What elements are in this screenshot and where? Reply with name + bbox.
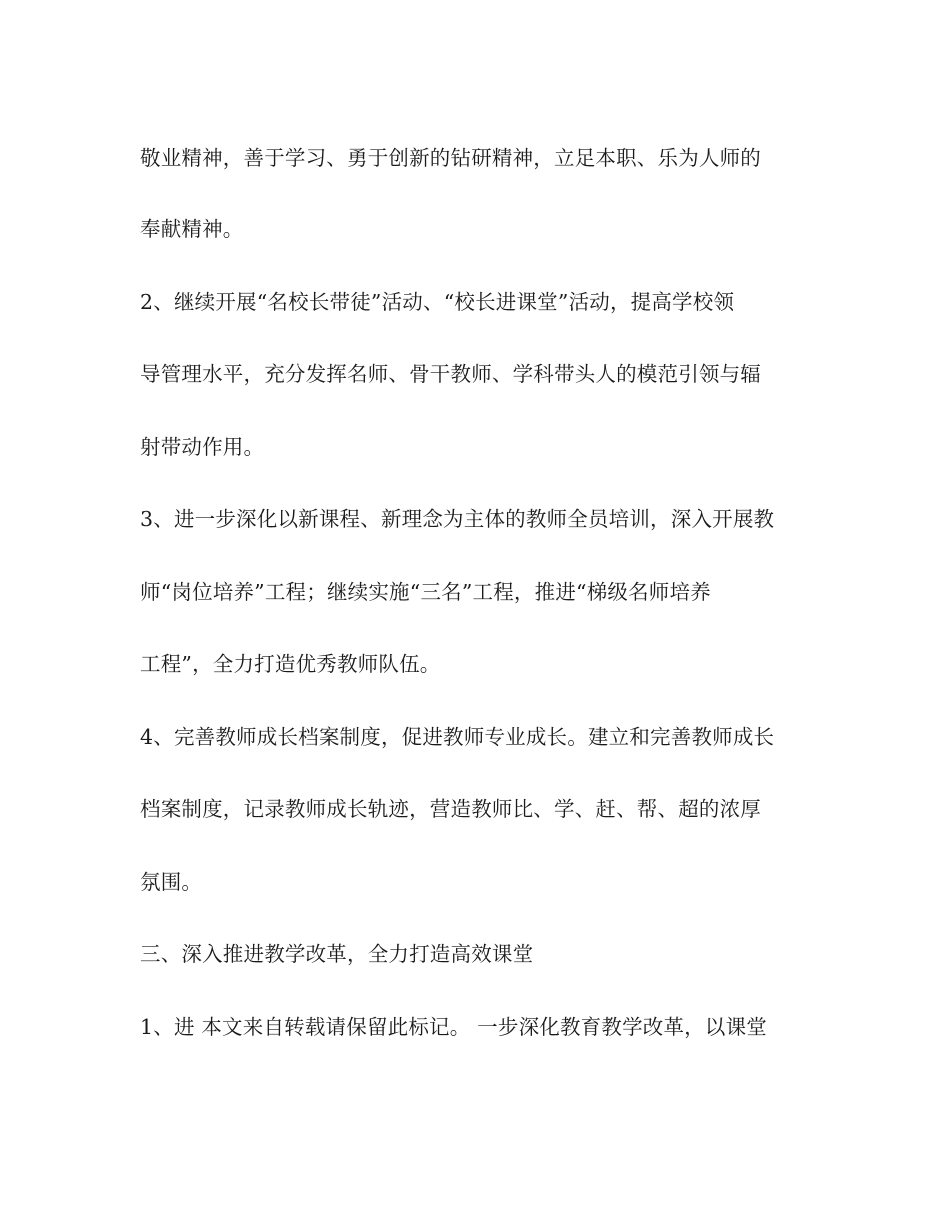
paragraph-line: 师“岗位培养”工程；继续实施“三名”工程，推进“梯级名师培养 xyxy=(140,580,711,604)
paragraph-line: 射带动作用。 xyxy=(140,435,265,459)
paragraph-line: 3、进一步深化以新课程、新理念为主体的教师全员培训，深入开展教 xyxy=(140,507,775,531)
paragraph-line: 氛围。 xyxy=(140,870,203,894)
paragraph-line: 奉献精神。 xyxy=(140,217,244,241)
paragraph-line: 2、继续开展“名校长带徒”活动、“校长进课堂”活动，提高学校领 xyxy=(140,290,735,314)
paragraph-line: 敬业精神，善于学习、勇于创新的钻研精神，立足本职、乐为人师的 xyxy=(140,146,761,170)
section-heading: 三、深入推进教学改革，全力打造高效课堂 xyxy=(140,942,534,966)
paragraph-line: 4、完善教师成长档案制度，促进教师专业成长。建立和完善教师成长 xyxy=(140,725,775,749)
paragraph-line: 工程”，全力打造优秀教师队伍。 xyxy=(140,652,441,676)
paragraph-line: 1、进 本文来自转载请保留此标记。 一步深化教育教学改革，以课堂 xyxy=(140,1015,767,1039)
paragraph-line: 导管理水平，充分发挥名师、骨干教师、学科带头人的模范引领与辐 xyxy=(140,362,761,386)
paragraph-line: 档案制度，记录教师成长轨迹，营造教师比、学、赶、帮、超的浓厚 xyxy=(140,797,761,821)
